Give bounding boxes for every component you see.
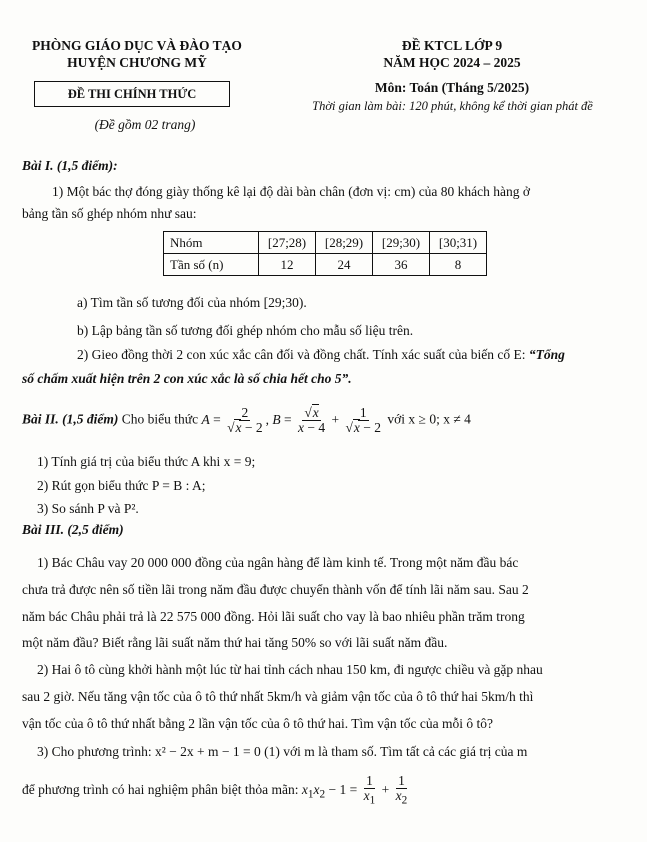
school-year: NĂM HỌC 2024 – 2025 (383, 55, 521, 70)
group-cell: [29;30) (373, 232, 430, 254)
frequency-cell: 12 (259, 254, 316, 276)
table-header-group: Nhóm (164, 232, 259, 254)
bai2-title: Bài II. (1,5 điểm) (22, 411, 119, 427)
bai1-q2-text: 2) Gieo đồng thời 2 con xúc xắc cân đối và đồng chất. Tính xác suất của biến cố E: (77, 347, 529, 362)
bai2-lead: Cho biểu thức (121, 411, 199, 427)
group-cell: [30;31) (430, 232, 487, 254)
group-cell: [28;29) (316, 232, 373, 254)
bai3-q3-text: để phương trình có hai nghiệm phân biệt thỏa mãn: (22, 781, 299, 797)
bai3-q1-line2: chưa trả được nên số tiền lãi trong năm đầu được chuyển thành vốn để tính lãi năm sau. Sau 2 (22, 582, 529, 597)
bai1-q2-event-cont: số chấm xuất hiện trên 2 con xúc xắc là số chia hết cho 5”. (22, 371, 352, 386)
bai1-question-2 (77, 346, 637, 364)
table-header-frequency: Tần số (n) (164, 254, 259, 276)
frequency-table (163, 231, 487, 276)
bai1-question-b: b) Lập bảng tần số tương đối ghép nhóm cho mẫu số liệu trên. (77, 323, 414, 338)
district-name: HUYỆN CHƯƠNG MỸ (67, 55, 207, 70)
official-exam-box (34, 81, 230, 107)
exam-title: ĐỀ KTCL LỚP 9 (401, 38, 503, 53)
frequency-cell: 36 (373, 254, 430, 276)
frequency-cell: 8 (430, 254, 487, 276)
bai2-question-1: 1) Tính giá trị của biểu thức A khi x = 9; (37, 454, 256, 469)
expression-a: A = $\frac{2}{√x - 2}$ , (201, 405, 273, 435)
group-cell: [27;28) (259, 232, 316, 254)
bai2-question-2: 2) Rút gọn biểu thức P = B : A; (37, 478, 206, 493)
bai3-q3-line2 (22, 774, 637, 808)
bai2-condition: với x ≥ 0; x ≠ 4 (387, 411, 471, 427)
bai2-question-3: 3) So sánh P và P². (37, 501, 139, 516)
bai3-title: Bài III. (2,5 điểm) (22, 522, 124, 537)
bai3-q2-line2: sau 2 giờ. Nếu tăng vận tốc của ô tô thứ nhất 5km/h và giảm vận tốc của ô tô thứ hai 5km/h thì (22, 689, 534, 704)
table-row-groups (164, 232, 487, 254)
bai3-q1-line1: 1) Bác Châu vay 20 000 000 đồng của ngân hàng để làm kinh tế. Trong một năm đầu bác (37, 555, 519, 570)
pages-note: (Đề gồm 02 trang) (94, 117, 196, 132)
expression-b: B = $\frac{√x}{x - 4}$ + $\frac{1}{√x - 2}$ (272, 405, 382, 435)
bai3-q2-line3: vận tốc của ô tô thứ nhất bằng 2 lần vận tốc của ô tô thứ hai. Tìm vận tốc của mỗi ô tô? (22, 716, 494, 731)
bai1-question-a: a) Tìm tần số tương đối của nhóm [29;30). (77, 295, 307, 310)
bai1-q2-event: “Tổng (528, 347, 565, 362)
table-row-frequency (164, 254, 487, 276)
bai3-q1-line4: một năm đầu? Biết rằng lãi suất năm thứ hai tăng 50% so với lãi suất năm đầu. (22, 635, 448, 650)
vieta-condition: $x_1x_2 - 1$ = $\frac{1}{x_1}$ + $\frac{1}{x_2}$ (301, 773, 408, 807)
time-limit: Thời gian làm bài: 120 phút, không kể thời gian phát đề (312, 99, 593, 113)
bai1-intro: 1) Một bác thợ đóng giày thống kê lại độ dài bàn chân (đơn vị: cm) của 80 khách hàng ở (52, 184, 531, 199)
bai3-q3-line1: 3) Cho phương trình: x² − 2x + m − 1 = 0 (1) với m là tham số. Tìm tất cả các giá trị của m (37, 744, 528, 759)
frequency-cell: 24 (316, 254, 373, 276)
bai3-q2-line1: 2) Hai ô tô cùng khởi hành một lúc từ hai tỉnh cách nhau 150 km, đi ngược chiều và gặp nhau (37, 662, 543, 677)
bai1-intro-2: bảng tần số ghép nhóm như sau: (22, 206, 197, 221)
official-exam-label: ĐỀ THI CHÍNH THỨC (67, 87, 197, 101)
subject: Môn: Toán (Tháng 5/2025) (374, 80, 530, 95)
department-name: PHÒNG GIÁO DỤC VÀ ĐÀO TẠO (32, 38, 242, 53)
bai2-statement (22, 406, 642, 435)
bai3-q1-line3: năm bác Châu phải trả là 22 575 000 đồng. Hỏi lãi suất cho vay là bao nhiêu phần trăm trong (22, 609, 525, 624)
bai1-title: Bài I. (1,5 điểm): (22, 158, 118, 173)
